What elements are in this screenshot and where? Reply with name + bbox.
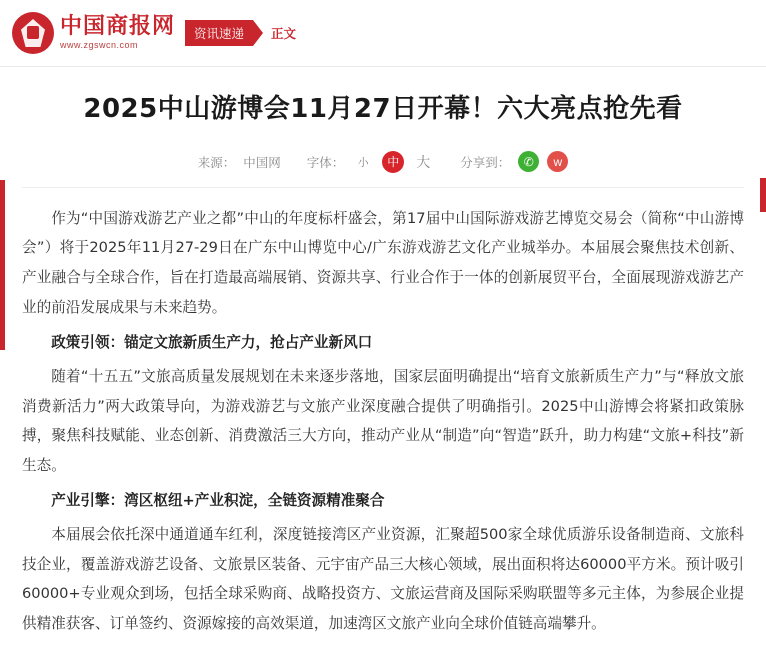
shield-logo-icon [12,12,54,54]
weibo-icon[interactable]: w [547,151,568,172]
breadcrumb-tab-news[interactable]: 资讯速递 [185,20,253,46]
article-paragraph: 作为“中国游戏游艺产业之都”中山的年度标杆盛会，第17届中山国际游戏游艺博览交易会（简称“中山游博会”）将于2025年11月27-29日在广东中山博览中心/广东游戏游艺文化产业城举办。本届展会聚焦技术创新、产业融合与全球合作，旨在打造最高端展销、资源共享、行业合作于一体的创新展贸平台，全面展现游戏游艺产业的前沿发展成果与未来趋势。 [22,209,744,316]
article-paragraph: 本届展会依托深中通道通车红利，深度链接湾区产业资源，汇聚超500家全球优质游乐设备制造商、文旅科技企业，覆盖游戏游艺设备、文旅景区装备、元宇宙产品三大核心领域，展出面积将达60000平方米。预计吸引60000+专业观众到场，包括全球采购商、战略投资方、文旅运营商及国际采购联盟等多元主体，为参展企业提供精准获客、订单签约、资源嫁接的高效渠道，加速湾区文旅产业向全球价值链高端攀升。 [22,526,744,632]
site-header [0,0,766,66]
fontsize-label: 字体： [306,155,345,170]
site-logo[interactable] [12,12,175,54]
fontsize-small-button[interactable]: 小 [357,156,369,169]
source-label: 来源： [197,155,236,170]
article-paragraph: 随着“十五五”文旅高质量发展规划在未来逐步落地，国家层面明确提出“培育文旅新质生产力”与“释放文旅消费新活力”两大政策导向，为游戏游艺与文旅产业深度融合提供了明确指引。2025中山游博会将紧扣政策脉搏，聚焦科技赋能、业态创新、消费激活三大方向，推动产业从“制造”向“智造”跃升，助力构建“文旅+科技”新生态。 [22,367,744,474]
fontsize-large-button[interactable]: 大 [416,153,431,170]
source-value: 中国网 [243,155,281,170]
share-label: 分享到： [460,155,511,170]
left-accent-bar [0,180,5,350]
logo-text-block [60,16,175,50]
source-group [198,153,281,171]
wechat-icon[interactable]: ✆ [518,151,539,172]
share-group [460,151,568,172]
page-title: 2025中山游博会11月27日开幕！六大亮点抢先看 [83,94,683,124]
title-band [0,66,766,187]
article-body [0,188,766,653]
right-accent-bar [760,178,766,212]
breadcrumb [185,20,296,46]
site-name: 中国商报网 [60,14,176,39]
article-subheading: 政策引领：锚定文旅新质生产力，抢占产业新风口 [51,334,373,352]
fontsize-medium-button[interactable]: 中 [382,151,404,173]
article-subheading: 产业引擎：湾区枢纽+产业积淀，全链资源精准聚合 [51,492,385,510]
share-icon-list [518,151,568,172]
breadcrumb-current: 正文 [271,27,297,41]
article-meta-bar [22,151,744,187]
fontsize-group [307,151,435,173]
site-url: www.zgswcn.com [60,40,139,50]
